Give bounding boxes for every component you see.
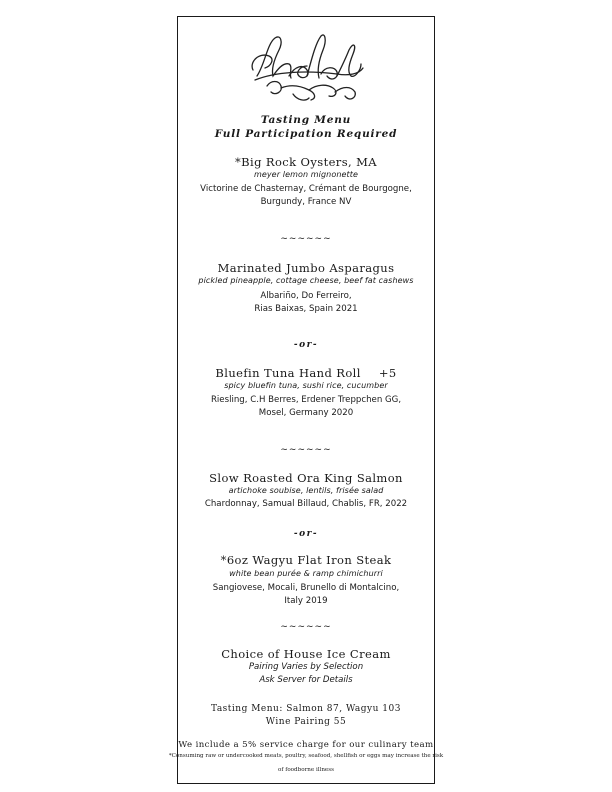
dish-salmon-wine-line1: Chardonnay, Samual Billaud, Chablis, FR, 2022	[204, 499, 408, 509]
raw-food-disclaimer-line1: *Consuming raw or undercooked meats, poultry, seafood, shellfish or eggs may increase the risk	[168, 753, 444, 759]
dish-oysters-name: *Big Rock Oysters, MA	[235, 155, 377, 169]
course-separator: ~~~~~~	[280, 622, 332, 632]
dish-wagyu-description: white bean purée & ramp chimichurri	[229, 569, 383, 578]
raw-food-disclaimer-line2: of foodborne illness	[278, 767, 334, 773]
tasting-menu-price: Tasting Menu: Salmon 87, Wagyu 103	[211, 704, 401, 714]
dish-tuna-upcharge: +5	[378, 366, 397, 380]
beholder-logo	[245, 26, 367, 108]
dish-wagyu-wine-line1: Sangiovese, Mocali, Brunello di Montalcino,	[212, 583, 400, 593]
course-separator: ~~~~~~	[280, 234, 332, 244]
dish-asparagus-wine-line1: Albariño, Do Ferreiro,	[260, 291, 352, 301]
dish-asparagus-description: pickled pineapple, cottage cheese, beef fat cashews	[198, 276, 414, 285]
dish-salmon-description: artichoke soubise, lentils, frisée salad	[228, 486, 384, 495]
dish-tuna-line	[0, 366, 612, 380]
dish-asparagus-wine-line2: Rias Baixas, Spain 2021	[254, 304, 358, 314]
menu-subtitle: Full Participation Required	[214, 128, 398, 140]
dish-tuna-description: spicy bluefin tuna, sushi rice, cucumber	[224, 381, 388, 390]
dish-dessert-name: Choice of House Ice Cream	[221, 647, 391, 661]
dish-oysters-wine-line1: Victorine de Chasternay, Crémant de Bourgogne,	[200, 184, 412, 194]
dish-asparagus-name: Marinated Jumbo Asparagus	[217, 261, 395, 275]
dish-oysters-description: meyer lemon mignonette	[253, 170, 359, 179]
or-separator: -or-	[293, 529, 319, 539]
menu-title: Tasting Menu	[260, 114, 352, 126]
dish-oysters-wine-line2: Burgundy, France NV	[260, 197, 352, 207]
dish-dessert-ask-server: Ask Server for Details	[259, 675, 353, 685]
wine-pairing-price: Wine Pairing 55	[265, 717, 347, 727]
dish-dessert-pairing: Pairing Varies by Selection	[248, 662, 364, 672]
course-separator: ~~~~~~	[280, 445, 332, 455]
dish-tuna-name: Bluefin Tuna Hand Roll	[215, 366, 361, 380]
dish-wagyu-wine-line2: Italy 2019	[284, 596, 328, 606]
dish-wagyu-name: *6oz Wagyu Flat Iron Steak	[220, 553, 392, 567]
service-charge-note: We include a 5% service charge for our culinary team	[178, 740, 434, 750]
dish-salmon-name: Slow Roasted Ora King Salmon	[209, 471, 403, 485]
dish-tuna-wine-line1: Riesling, C.H Berres, Erdener Treppchen GG,	[210, 395, 402, 405]
or-separator: -or-	[293, 340, 319, 350]
dish-tuna-wine-line2: Mosel, Germany 2020	[258, 408, 354, 418]
